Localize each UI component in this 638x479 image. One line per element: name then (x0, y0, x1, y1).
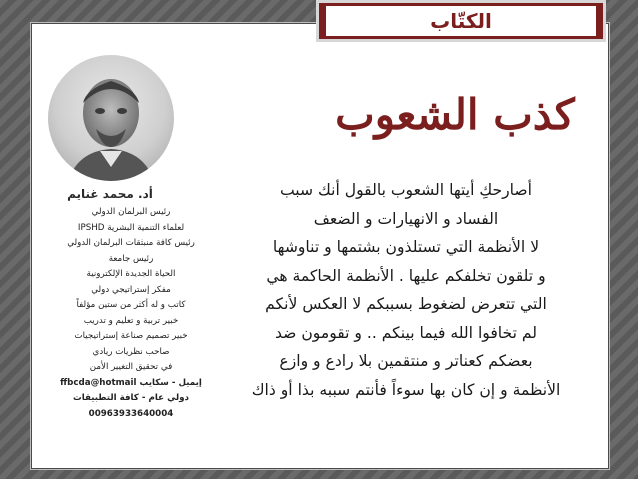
bio-phone: 00963933640004 (88, 408, 174, 419)
bio-line: رئيس جامعة (108, 253, 154, 264)
section-banner (316, 0, 606, 42)
article-line: الأنظمة و إن كان بها سوءاً فأنتم سببه بذا أو ذاك (251, 380, 561, 399)
article-line: لم تخافوا الله فيما بينكم .. و تقومون ضد (274, 323, 538, 342)
author-name: أد. محمد غنايم (67, 187, 153, 201)
author-bio (36, 205, 226, 422)
article-line: أصارحكِ أيتها الشعوب بالقول أنك سبب (279, 181, 532, 199)
bio-line: الحياة الجديدة الإلكترونية (86, 269, 176, 279)
bio-line: رئيس البرلمان الدولي (91, 207, 171, 217)
article-body (210, 176, 602, 404)
bio-line: خبير تصميم صناعة إستراتيجيات (74, 331, 188, 341)
section-label: الكتّاب (326, 6, 596, 36)
article-line: التي تتعرض لضغوط بسببكم لا العكس لأنكم (265, 295, 547, 313)
article-line: الفساد و الانهيارات و الضعف (313, 209, 499, 228)
article-line: و تلقون تخلفكم عليها . الأنظمة الحاكمة هي (266, 266, 546, 285)
bio-line: كاتب و له أكثر من ستين مؤلفاً (76, 300, 186, 310)
bio-line: صاحب نظريات ريادي (92, 346, 170, 357)
bio-line: مفكر إستراتيجي دولي (91, 284, 171, 295)
bio-contact-line: دولي عام - كافة التطبيقات (72, 393, 190, 403)
bio-contact-line: إيميل - سكايب ffbcda@hotmail (60, 377, 202, 388)
article-line: بعضكم كعناتر و منتقمين بلا رادع و وازع (279, 352, 533, 370)
author-photo (48, 55, 174, 181)
article-line: لا الأنظمة التي تستلذون بشتمها و تناوشها (272, 238, 540, 256)
author-portrait-icon (48, 55, 174, 181)
bio-line: في تحقيق التغيير الأمن (89, 362, 173, 372)
bio-line: لعلماء التنمية البشرية IPSHD (77, 222, 185, 233)
article-title: كذب الشعوب (335, 90, 575, 139)
bio-line: رئيس كافة منبثقات البرلمان الدولي (67, 238, 195, 248)
bio-line: خبير تربية و تعليم و تدريب (83, 315, 179, 326)
